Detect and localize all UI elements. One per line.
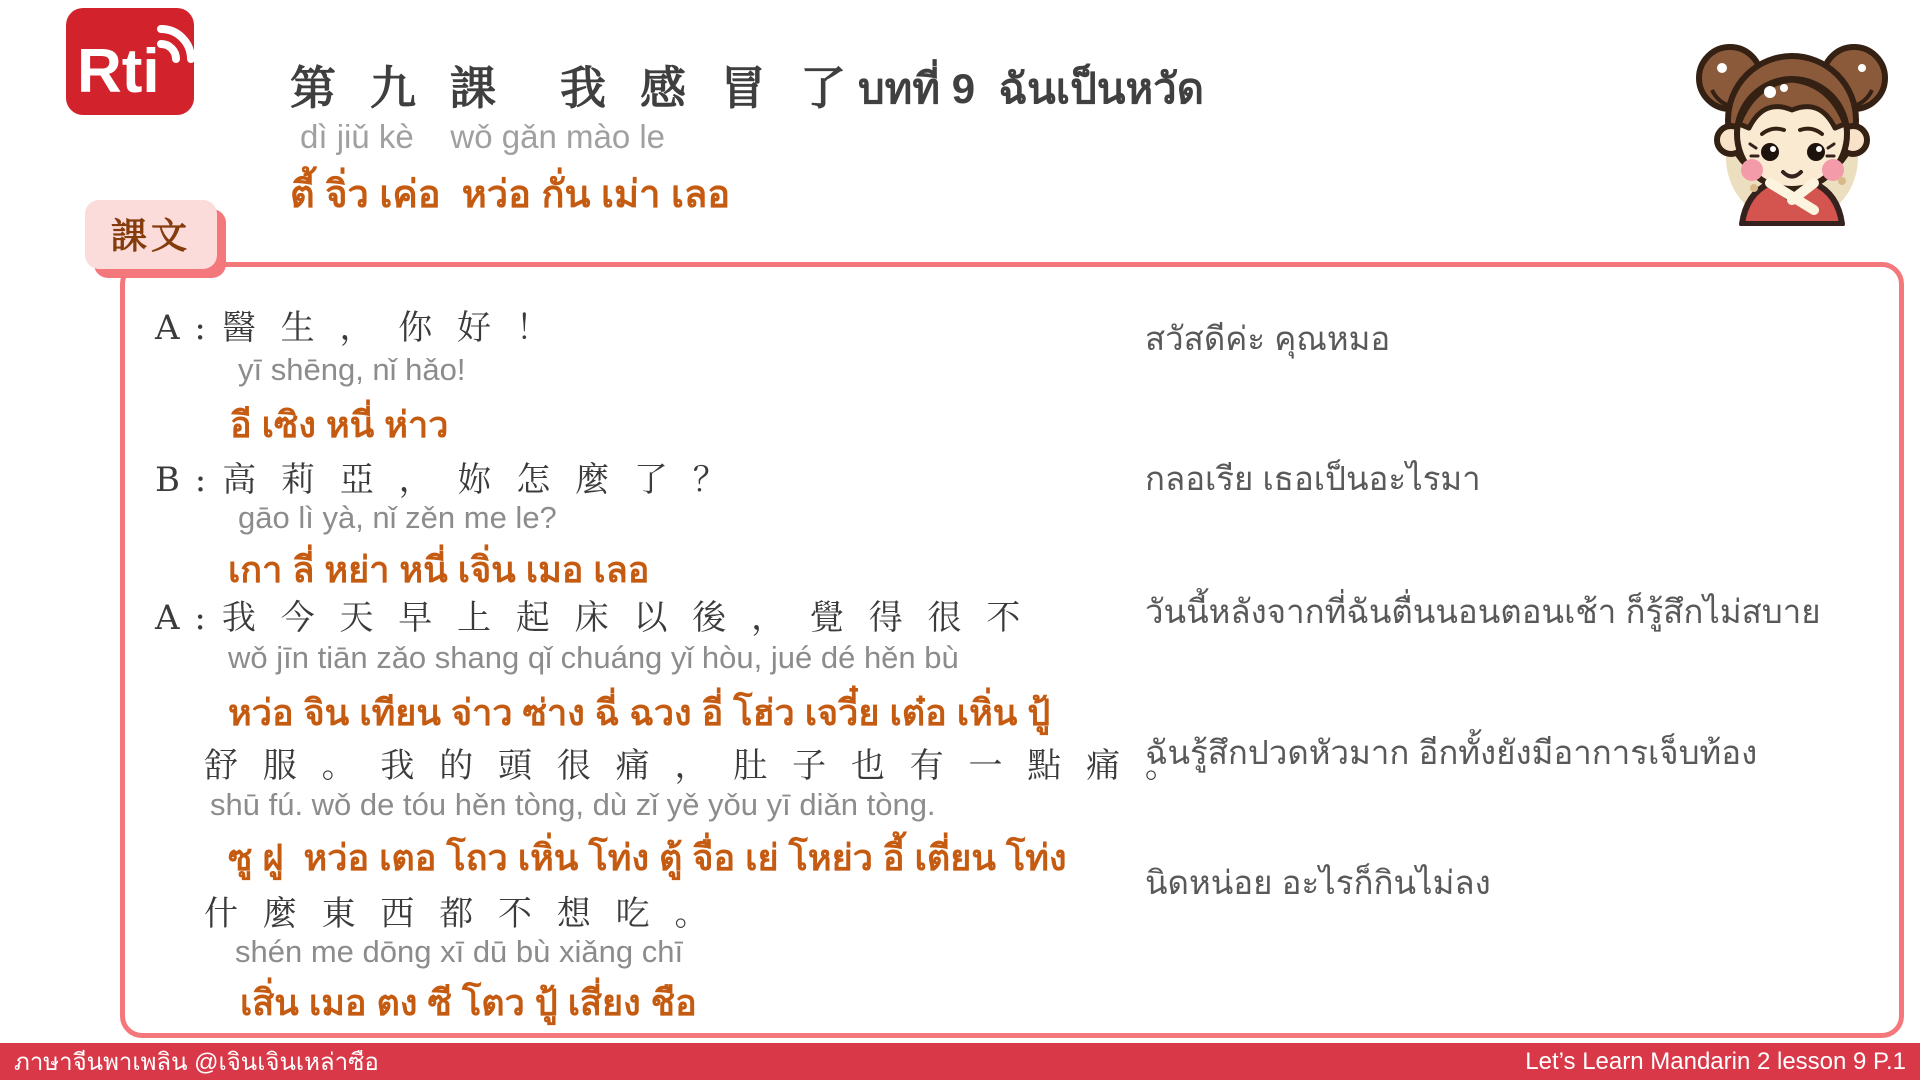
dialogue-line-thai-pronunciation: อี เซิง หนี่ ห่าว [230, 404, 449, 445]
dialogue-line-chinese [155, 590, 1027, 639]
dialogue-line-translation: ฉันรู้สึกปวดหัวมาก อีกทั้งยังมีอาการเจ็บท้อง [1145, 734, 1758, 771]
dialogue-line-translation: นิดหน่อย อะไรก็กินไม่ลง [1145, 864, 1491, 901]
speaker-label: A : [155, 598, 208, 638]
dialogue-line-thai-pronunciation: หว่อ จิน เทียน จ่าว ซ่าง ฉี่ ฉวง อี่ โฮ่ว เจวี๋ย เต๋อ เหิ่น ปู้ [228, 692, 1051, 733]
section-label-lesson-text: 課文 [85, 200, 217, 269]
dialogue-line-pinyin: yī shēng, nǐ hǎo! [238, 352, 466, 387]
chinese-text: 我 今 天 早 上 起 床 以 後 ， 覺 得 很 不 [221, 598, 1028, 638]
dialogue-line-thai-pronunciation: เกา ลี่ หย่า หนี่ เจิ่น เมอ เลอ [228, 549, 650, 590]
lesson-title-thai: บทที่ 9 ฉันเป็นหวัด [858, 65, 1204, 112]
dialogue-line-thai-pronunciation: เสิ่น เมอ ตง ซี โตว ปู้ เสี่ยง ชือ [240, 982, 697, 1023]
dialogue-line-pinyin: shén me dōng xī dū bù xiǎng chī [235, 934, 684, 969]
dialogue-line-pinyin: shū fú. wǒ de tóu hěn tòng, dù zǐ yě yǒu yī diǎn tòng. [210, 787, 936, 822]
footer-channel-text: ภาษาจีนพาเพลิน @เจินเจินเหล่าซือ [14, 1049, 379, 1076]
dialogue-line-pinyin: gāo lì yà, nǐ zěn me le? [238, 500, 557, 535]
dialogue-line-chinese [190, 738, 1186, 787]
chinese-text: 高 莉 亞 ， 妳 怎 麼 了 ？ [222, 460, 734, 500]
chinese-text: 醫 生 ， 你 好 ！ [221, 308, 557, 348]
rti-logo [66, 8, 194, 115]
dialogue-line-thai-pronunciation: ซู ฝู หว่อ เตอ โถว เหิ่น โท่ง ตู้ จื่อ เย่ โหย่ว อี้ เตี่ยน โท่ง [228, 837, 1067, 878]
lesson-title-chinese: 第 九 課 我 感 冒 了 [290, 61, 856, 115]
dialogue-line-translation: วันนี้หลังจากที่ฉันตื่นนอนตอนเช้า ก็รู้สึกไม่สบาย [1145, 593, 1821, 630]
rti-logo-text: Rti [77, 37, 160, 106]
dialogue-line-translation: สวัสดีค่ะ คุณหมอ [1145, 320, 1391, 357]
dialogue-line-pinyin: wǒ jīn tiān zǎo shang qǐ chuáng yǐ hòu, jué dé hěn bù [228, 640, 959, 675]
footer-bar [0, 1043, 1920, 1080]
dialogue-line-chinese [190, 886, 715, 935]
girl-avatar-icon [1692, 18, 1892, 226]
rti-logo-icon [66, 8, 194, 115]
dialogue-line-translation: กลอเรีย เธอเป็นอะไรมา [1145, 460, 1481, 497]
avatar-girl-illustration [1692, 18, 1892, 226]
dialogue-line-chinese [155, 452, 734, 501]
dialogue-line-chinese [155, 300, 557, 349]
speaker-label: B : [155, 460, 209, 500]
lesson-title-pinyin: dì jiǔ kè wǒ gǎn mào le [300, 118, 666, 155]
footer-lesson-page-text: Let’s Learn Mandarin 2 lesson 9 P.1 [1525, 1047, 1906, 1075]
speaker-label: A : [155, 308, 208, 348]
chinese-text: 什 麼 東 西 都 不 想 吃 。 [204, 894, 716, 934]
chinese-text: 舒 服 。 我 的 頭 很 痛 ， 肚 子 也 有 一 點 痛 。 [204, 746, 1186, 786]
lesson-title-thai-pronunciation: ตี้ จิ่ว เค่อ หว่อ กั่น เม่า เลอ [290, 174, 731, 216]
